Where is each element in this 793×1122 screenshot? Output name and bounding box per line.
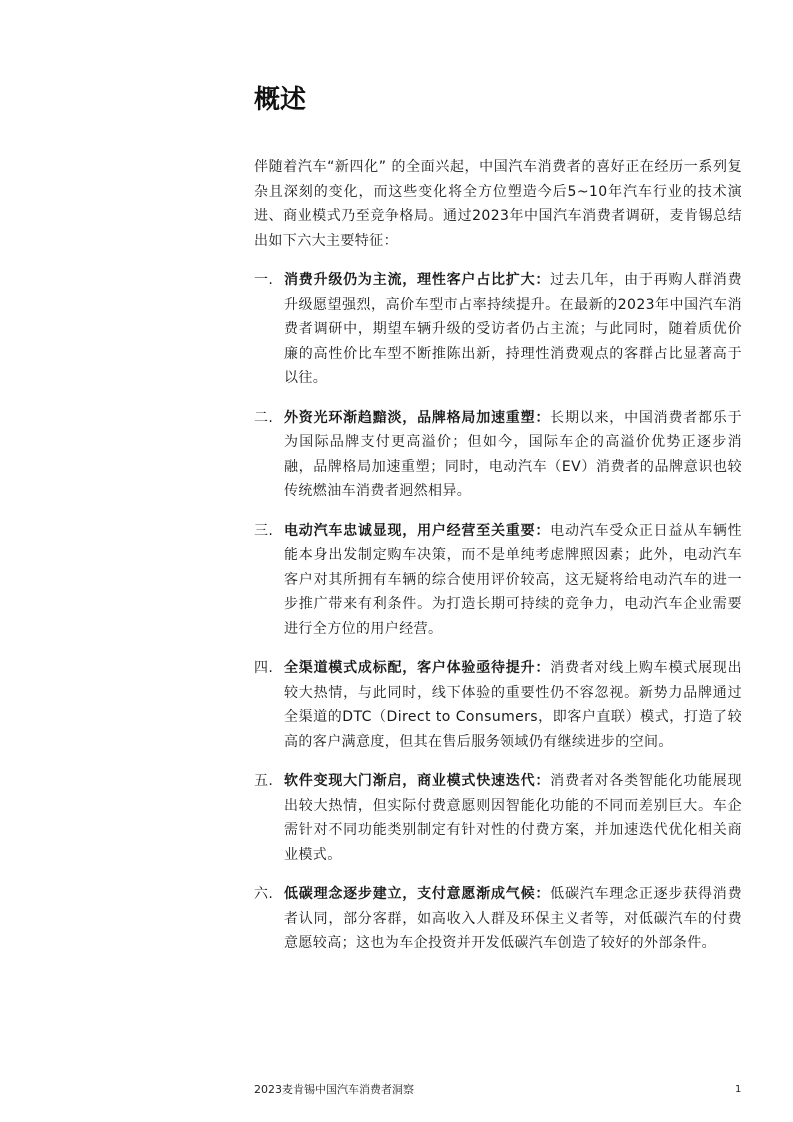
- list-item-heading: 消费升级仍为主流，理性客户占比扩大：: [284, 272, 551, 288]
- list-item-number: 一.: [254, 272, 274, 288]
- list-item-text: 过去几年，由于再购人群消费升级愿望强烈，高价车型市占率持续提升。在最新的2023年中国汽车消费者调研中，期望车辆升级的受访者仍占主流；与此同时，随着质优价廉的高性价比车型不断推陈出新，持理性消费观点的客群占比显著高于以往。: [284, 272, 742, 386]
- list-item: [254, 519, 742, 642]
- list-item: [254, 769, 742, 867]
- list-item-text: 低碳汽车理念正逐步获得消费者认同，部分客群，如高收入人群及环保主义者等，对低碳汽车的付费意愿较高；这也为车企投资并开发低碳汽车创造了较好的外部条件。: [284, 886, 742, 951]
- list-item-number: 三.: [254, 522, 274, 539]
- list-item: [254, 656, 742, 754]
- footer-report-title: 2023麦肯锡中国汽车消费者洞察: [254, 1083, 414, 1096]
- list-item-number: 二.: [254, 409, 274, 426]
- list-item-number: 六.: [254, 886, 274, 902]
- list-item-heading: 全渠道模式成标配，客户体验亟待提升：: [284, 660, 551, 676]
- list-item-number: 四.: [254, 660, 274, 676]
- page-title: 概述: [254, 85, 307, 115]
- list-item: [254, 406, 742, 504]
- list-item-text: 消费者对线上购车模式展现出较大热情，与此同时，线下体验的重要性仍不容忽视。新势力品牌通过全渠道的DTC（Direct to Consumers，即客户直联）模式，打造了较高的客户满意度，但其在售后服务领域仍有继续进步的空间。: [284, 660, 742, 750]
- list-item-text: 消费者对各类智能化功能展现出较大热情，但实际付费意愿则因智能化功能的不同而差别巨大。车企需针对不同功能类别制定有针对性的付费方案，并加速迭代优化相关商业模式。: [284, 773, 742, 863]
- list-item: [254, 882, 742, 956]
- list-item-text: 长期以来，中国消费者都乐于为国际品牌支付更高溢价；但如今，国际车企的高溢价优势正逐步消融，品牌格局加速重塑；同时，电动汽车（EV）消费者的品牌意识也较传统燃油车消费者迥然相异。: [284, 409, 742, 499]
- list-item-heading: 外资光环渐趋黯淡，品牌格局加速重塑：: [284, 409, 551, 426]
- list-item-heading: 低碳理念逐步建立，支付意愿渐成气候：: [284, 886, 551, 902]
- list-item-heading: 软件变现大门渐启，商业模式快速迭代：: [284, 773, 551, 789]
- list-item-text: 电动汽车受众正日益从车辆性能本身出发制定购车决策，而不是单纯考虑牌照因素；此外，电动汽车客户对其所拥有车辆的综合使用评价较高，这无疑将给电动汽车的进一步推广带来有利条件。为打造长期可持续的竞争力，电动汽车企业需要进行全方位的用户经营。: [284, 522, 742, 637]
- feature-list: [254, 268, 742, 956]
- page-number: 1: [735, 1084, 742, 1095]
- list-item: [254, 268, 742, 391]
- intro-paragraph: 伴随着汽车“新四化” 的全面兴起，中国汽车消费者的喜好正在经历一系列复杂且深刻的变化，而这些变化将全方位塑造今后5~10年汽车行业的技术演进、商业模式乃至竞争格局。通过2023年中国汽车消费者调研，麦肯锡总结出如下六大主要特征：: [254, 159, 742, 249]
- list-item-number: 五.: [254, 773, 274, 789]
- list-item-heading: 电动汽车忠诚显现，用户经营至关重要：: [284, 522, 551, 539]
